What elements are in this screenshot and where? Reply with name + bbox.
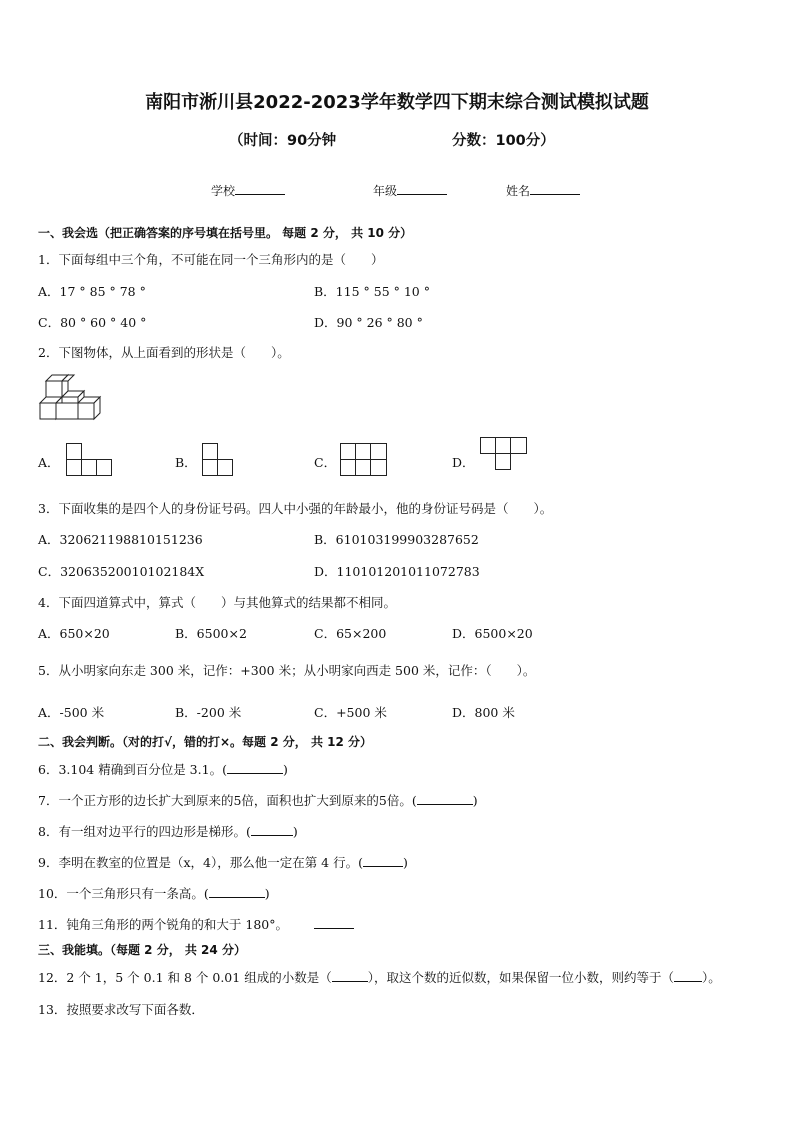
q11-answer-blank[interactable] [314,916,354,929]
q2-shape-d [480,437,530,471]
q8-close: ) [292,824,298,839]
q6-answer-blank[interactable] [227,761,283,774]
question-12-part-1: 12．2 个 1，5 个 0.1 和 8 个 0.01 组成的小数是（ [38,970,332,985]
q9-answer-blank[interactable] [363,854,403,867]
q2-option-d[interactable]: D． [452,455,475,470]
question-8 [38,822,298,840]
question-1: 1．下面每组中三个角，不可能在同一个三角形内的是（ ） [38,252,384,267]
q1-option-d[interactable]: D．90 ° 26 ° 80 ° [314,315,423,330]
q2-option-a[interactable]: A． [38,455,60,470]
q5-option-c[interactable]: C．+500 米 [314,705,387,720]
question-9 [38,853,408,871]
question-12-part-3: ）。 [701,970,721,985]
q3-option-d[interactable]: D．110101201011072783 [314,564,480,579]
q12-answer-blank-1[interactable] [332,969,368,982]
question-11 [38,915,354,933]
grade-blank[interactable] [397,182,447,195]
section-1-heading: 一、我会选（把正确答案的序号填在括号里。 每题 2 分， 共 10 分） [38,226,413,240]
question-12 [38,968,721,986]
q4-option-b[interactable]: B．6500×2 [175,626,247,641]
question-11-text: 11．钝角三角形的两个锐角的和大于 180°。 [38,917,288,932]
q2-option-b[interactable]: B． [175,455,197,470]
exam-time: （时间：90分钟 [229,133,337,149]
q6-close: ) [282,762,288,777]
question-13: 13．按照要求改写下面各数． [38,1002,204,1017]
q1-option-a[interactable]: A．17 ° 85 ° 78 ° [38,284,146,299]
question-10-text: 10．一个三角形只有一条高。( [38,886,209,901]
name-field [506,182,580,199]
q7-close: ) [472,793,478,808]
q2-option-c[interactable]: C． [314,455,337,470]
q2-shape-b [202,443,236,477]
grade-field [373,182,447,199]
question-10 [38,884,270,902]
q3-option-c[interactable]: C．32063520010102184X [38,564,205,579]
question-6 [38,760,288,778]
q5-option-d[interactable]: D．800 米 [452,705,515,720]
question-7-text: 7．一个正方形的边长扩大到原来的5倍，面积也扩大到原来的5倍。( [38,793,417,808]
question-9-text: 9．李明在教室的位置是（x，4），那么他一定在第 4 行。( [38,855,363,870]
cube-stack-figure [38,371,108,423]
q8-answer-blank[interactable] [251,823,293,836]
question-5: 5．从小明家向东走 300 米，记作：+300 米；从小明家向西走 500 米，记作：（ ）。 [38,663,536,678]
q5-option-b[interactable]: B．-200 米 [175,705,242,720]
question-4: 4．下面四道算式中，算式（ ）与其他算式的结果都不相同。 [38,595,396,610]
q10-close: ) [264,886,270,901]
section-2-heading: 二、我会判断。（对的打√，错的打×。每题 2 分， 共 12 分） [38,735,372,749]
q1-option-c[interactable]: C．80 ° 60 ° 40 ° [38,315,147,330]
q9-close: ) [402,855,408,870]
school-blank[interactable] [235,182,285,195]
exam-score: 分数：100分） [452,133,555,149]
q4-option-a[interactable]: A．650×20 [38,626,110,641]
q2-shape-c [340,443,390,477]
q4-option-c[interactable]: C．65×200 [314,626,387,641]
question-3: 3．下面收集的是四个人的身份证号码。四人中小强的年龄最小，他的身份证号码是（ ）。 [38,501,553,516]
page-title: 南阳市淅川县2022-2023学年数学四下期末综合测试模拟试题 [145,92,649,113]
q4-option-d[interactable]: D．6500×20 [452,626,533,641]
question-6-text: 6．3.104 精确到百分位是 3.1。( [38,762,227,777]
q3-option-a[interactable]: A．320621198810151236 [38,532,203,547]
grade-label: 年级 [373,184,398,198]
school-label: 学校 [211,184,236,198]
name-label: 姓名 [506,184,531,198]
question-2: 2．下图物体，从上面看到的形状是（ ）。 [38,345,290,360]
section-3-heading: 三、我能填。（每题 2 分， 共 24 分） [38,943,246,957]
q10-answer-blank[interactable] [209,885,265,898]
question-8-text: 8．有一组对边平行的四边形是梯形。( [38,824,251,839]
q5-option-a[interactable]: A．-500 米 [38,705,105,720]
question-7 [38,791,478,809]
q3-option-b[interactable]: B．610103199903287652 [314,532,479,547]
q2-shape-a [66,443,114,477]
q1-option-b[interactable]: B．115 ° 55 ° 10 ° [314,284,430,299]
question-12-part-2: ），取这个数的近似数，如果保留一位小数，则约等于（ [367,970,674,985]
school-field [211,182,285,199]
name-blank[interactable] [530,182,580,195]
q7-answer-blank[interactable] [417,792,473,805]
q12-answer-blank-2[interactable] [674,969,702,982]
